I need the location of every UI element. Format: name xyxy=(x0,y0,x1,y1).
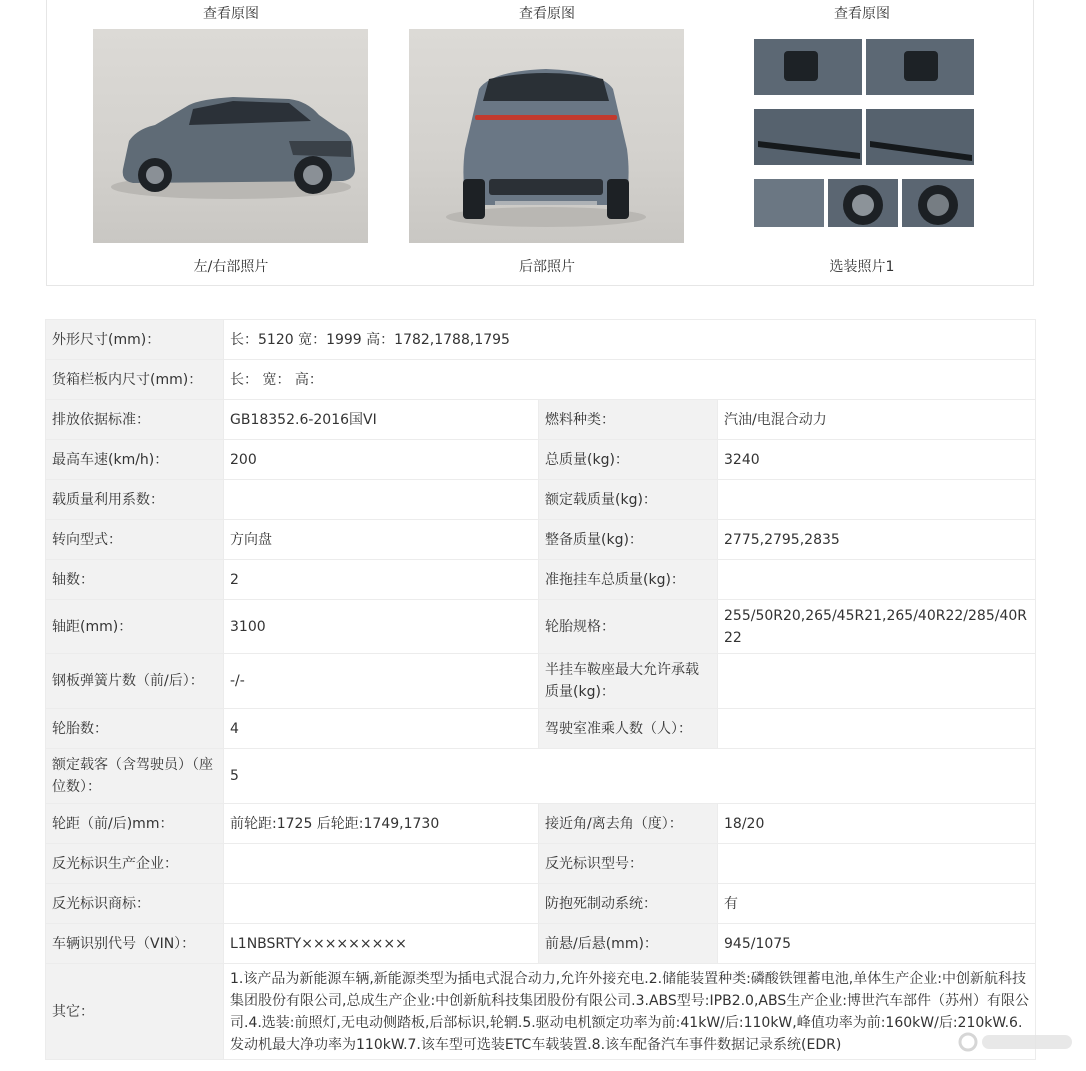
spec-label: 防抱死制动系统： xyxy=(539,884,718,924)
table-row xyxy=(46,964,1036,1060)
car-side-photo[interactable] xyxy=(93,29,368,243)
spec-value: 方向盘 xyxy=(224,520,539,560)
spec-value xyxy=(224,844,539,884)
spec-value: 2 xyxy=(224,560,539,600)
spec-value: 2775,2795,2835 xyxy=(718,520,1036,560)
spec-value: 3240 xyxy=(718,440,1036,480)
spec-table xyxy=(45,319,1036,1060)
table-row xyxy=(46,320,1036,360)
spec-value xyxy=(224,884,539,924)
photo-caption: 左/右部照片 xyxy=(193,259,269,275)
spec-label: 外形尺寸(mm)： xyxy=(46,320,224,360)
spec-label: 轴数： xyxy=(46,560,224,600)
spec-value: 前轮距:1725 后轮距:1749,1730 xyxy=(224,804,539,844)
spec-label: 轮距（前/后)mm： xyxy=(46,804,224,844)
spec-label: 准拖挂车总质量(kg)： xyxy=(539,560,718,600)
spec-label: 转向型式： xyxy=(46,520,224,560)
spec-value: 3100 xyxy=(224,600,539,654)
spec-label: 反光标识商标： xyxy=(46,884,224,924)
table-row xyxy=(46,709,1036,749)
table-row xyxy=(46,924,1036,964)
spec-label: 驾驶室准乘人数（人）： xyxy=(539,709,718,749)
spec-label: 反光标识生产企业： xyxy=(46,844,224,884)
spec-label: 反光标识型号： xyxy=(539,844,718,884)
table-row xyxy=(46,400,1036,440)
spec-value: GB18352.6-2016国VI xyxy=(224,400,539,440)
spec-value xyxy=(718,844,1036,884)
spec-value: 长：5120 宽：1999 高：1782,1788,1795 xyxy=(224,320,1036,360)
table-row xyxy=(46,844,1036,884)
photo-card-optional xyxy=(724,0,1000,275)
photo-card-rear xyxy=(409,0,685,275)
photo-card-side xyxy=(93,0,369,275)
table-row xyxy=(46,884,1036,924)
table-row xyxy=(46,749,1036,804)
spec-label: 燃料种类： xyxy=(539,400,718,440)
spec-label: 轴距(mm)： xyxy=(46,600,224,654)
table-row xyxy=(46,600,1036,654)
spec-label: 接近角/离去角（度）： xyxy=(539,804,718,844)
spec-label: 轮胎数： xyxy=(46,709,224,749)
table-row xyxy=(46,804,1036,844)
spec-value xyxy=(718,560,1036,600)
spec-value: -/- xyxy=(224,654,539,709)
spec-label: 轮胎规格： xyxy=(539,600,718,654)
spec-value: 5 xyxy=(224,749,1036,804)
spec-label: 整备质量(kg)： xyxy=(539,520,718,560)
table-row xyxy=(46,440,1036,480)
spec-value xyxy=(718,654,1036,709)
spec-label: 最高车速(km/h)： xyxy=(46,440,224,480)
spec-label: 货箱栏板内尺寸(mm)： xyxy=(46,360,224,400)
spec-value: 4 xyxy=(224,709,539,749)
view-original-link[interactable]: 查看原图 xyxy=(203,6,259,22)
view-original-link[interactable]: 查看原图 xyxy=(519,6,575,22)
spec-value: 200 xyxy=(224,440,539,480)
photo-caption: 后部照片 xyxy=(519,259,575,275)
table-row xyxy=(46,520,1036,560)
spec-label: 总质量(kg)： xyxy=(539,440,718,480)
spec-value: 长： 宽： 高： xyxy=(224,360,1036,400)
spec-value: 汽油/电混合动力 xyxy=(718,400,1036,440)
table-row xyxy=(46,560,1036,600)
photo-panel xyxy=(46,0,1034,286)
watermark-logo xyxy=(958,1027,1078,1057)
spec-label: 载质量利用系数： xyxy=(46,480,224,520)
spec-label: 额定载客（含驾驶员）（座位数）： xyxy=(46,749,224,804)
view-original-link[interactable]: 查看原图 xyxy=(834,6,890,22)
spec-label: 其它： xyxy=(46,964,224,1060)
spec-value: 有 xyxy=(718,884,1036,924)
spec-label: 车辆识别代号（VIN）： xyxy=(46,924,224,964)
spec-value: 945/1075 xyxy=(718,924,1036,964)
photo-caption: 选装照片1 xyxy=(829,259,895,275)
optional-collage-photo[interactable] xyxy=(724,29,999,243)
table-row xyxy=(46,480,1036,520)
spec-value: 1.该产品为新能源车辆,新能源类型为插电式混合动力,允许外接充电.2.储能装置种类:磷酸铁锂蓄电池,单体生产企业:中创新航科技集团股份有限公司,总成生产企业:中创新航科技集团股份有限公司.3.ABS型号:IPB2.0,ABS生产企业:博世汽车部件（苏州）有限公司.4.选装:前照灯,无电动侧踏板,后部标识,轮辋.5.驱动电机额定功率为前:41kW/后:110kW,峰值功率为前:160kW/后:210kW.6.发动机最大净功率为110kW.7.该车型可选装ETC车载装置.8.该车配备汽车事件数据记录系统(EDR) xyxy=(224,964,1036,1060)
spec-value: 18/20 xyxy=(718,804,1036,844)
table-row xyxy=(46,654,1036,709)
spec-label: 额定载质量(kg)： xyxy=(539,480,718,520)
spec-label: 钢板弹簧片数（前/后）： xyxy=(46,654,224,709)
spec-value xyxy=(718,480,1036,520)
spec-value xyxy=(718,709,1036,749)
spec-value: L1NBSRTY××××××××× xyxy=(224,924,539,964)
car-rear-photo[interactable] xyxy=(409,29,684,243)
spec-label: 前悬/后悬(mm)： xyxy=(539,924,718,964)
spec-value: 255/50R20,265/45R21,265/40R22/285/40R22 xyxy=(718,600,1036,654)
spec-label: 排放依据标准： xyxy=(46,400,224,440)
spec-label: 半挂车鞍座最大允许承载质量(kg)： xyxy=(539,654,718,709)
table-row xyxy=(46,360,1036,400)
spec-value xyxy=(224,480,539,520)
